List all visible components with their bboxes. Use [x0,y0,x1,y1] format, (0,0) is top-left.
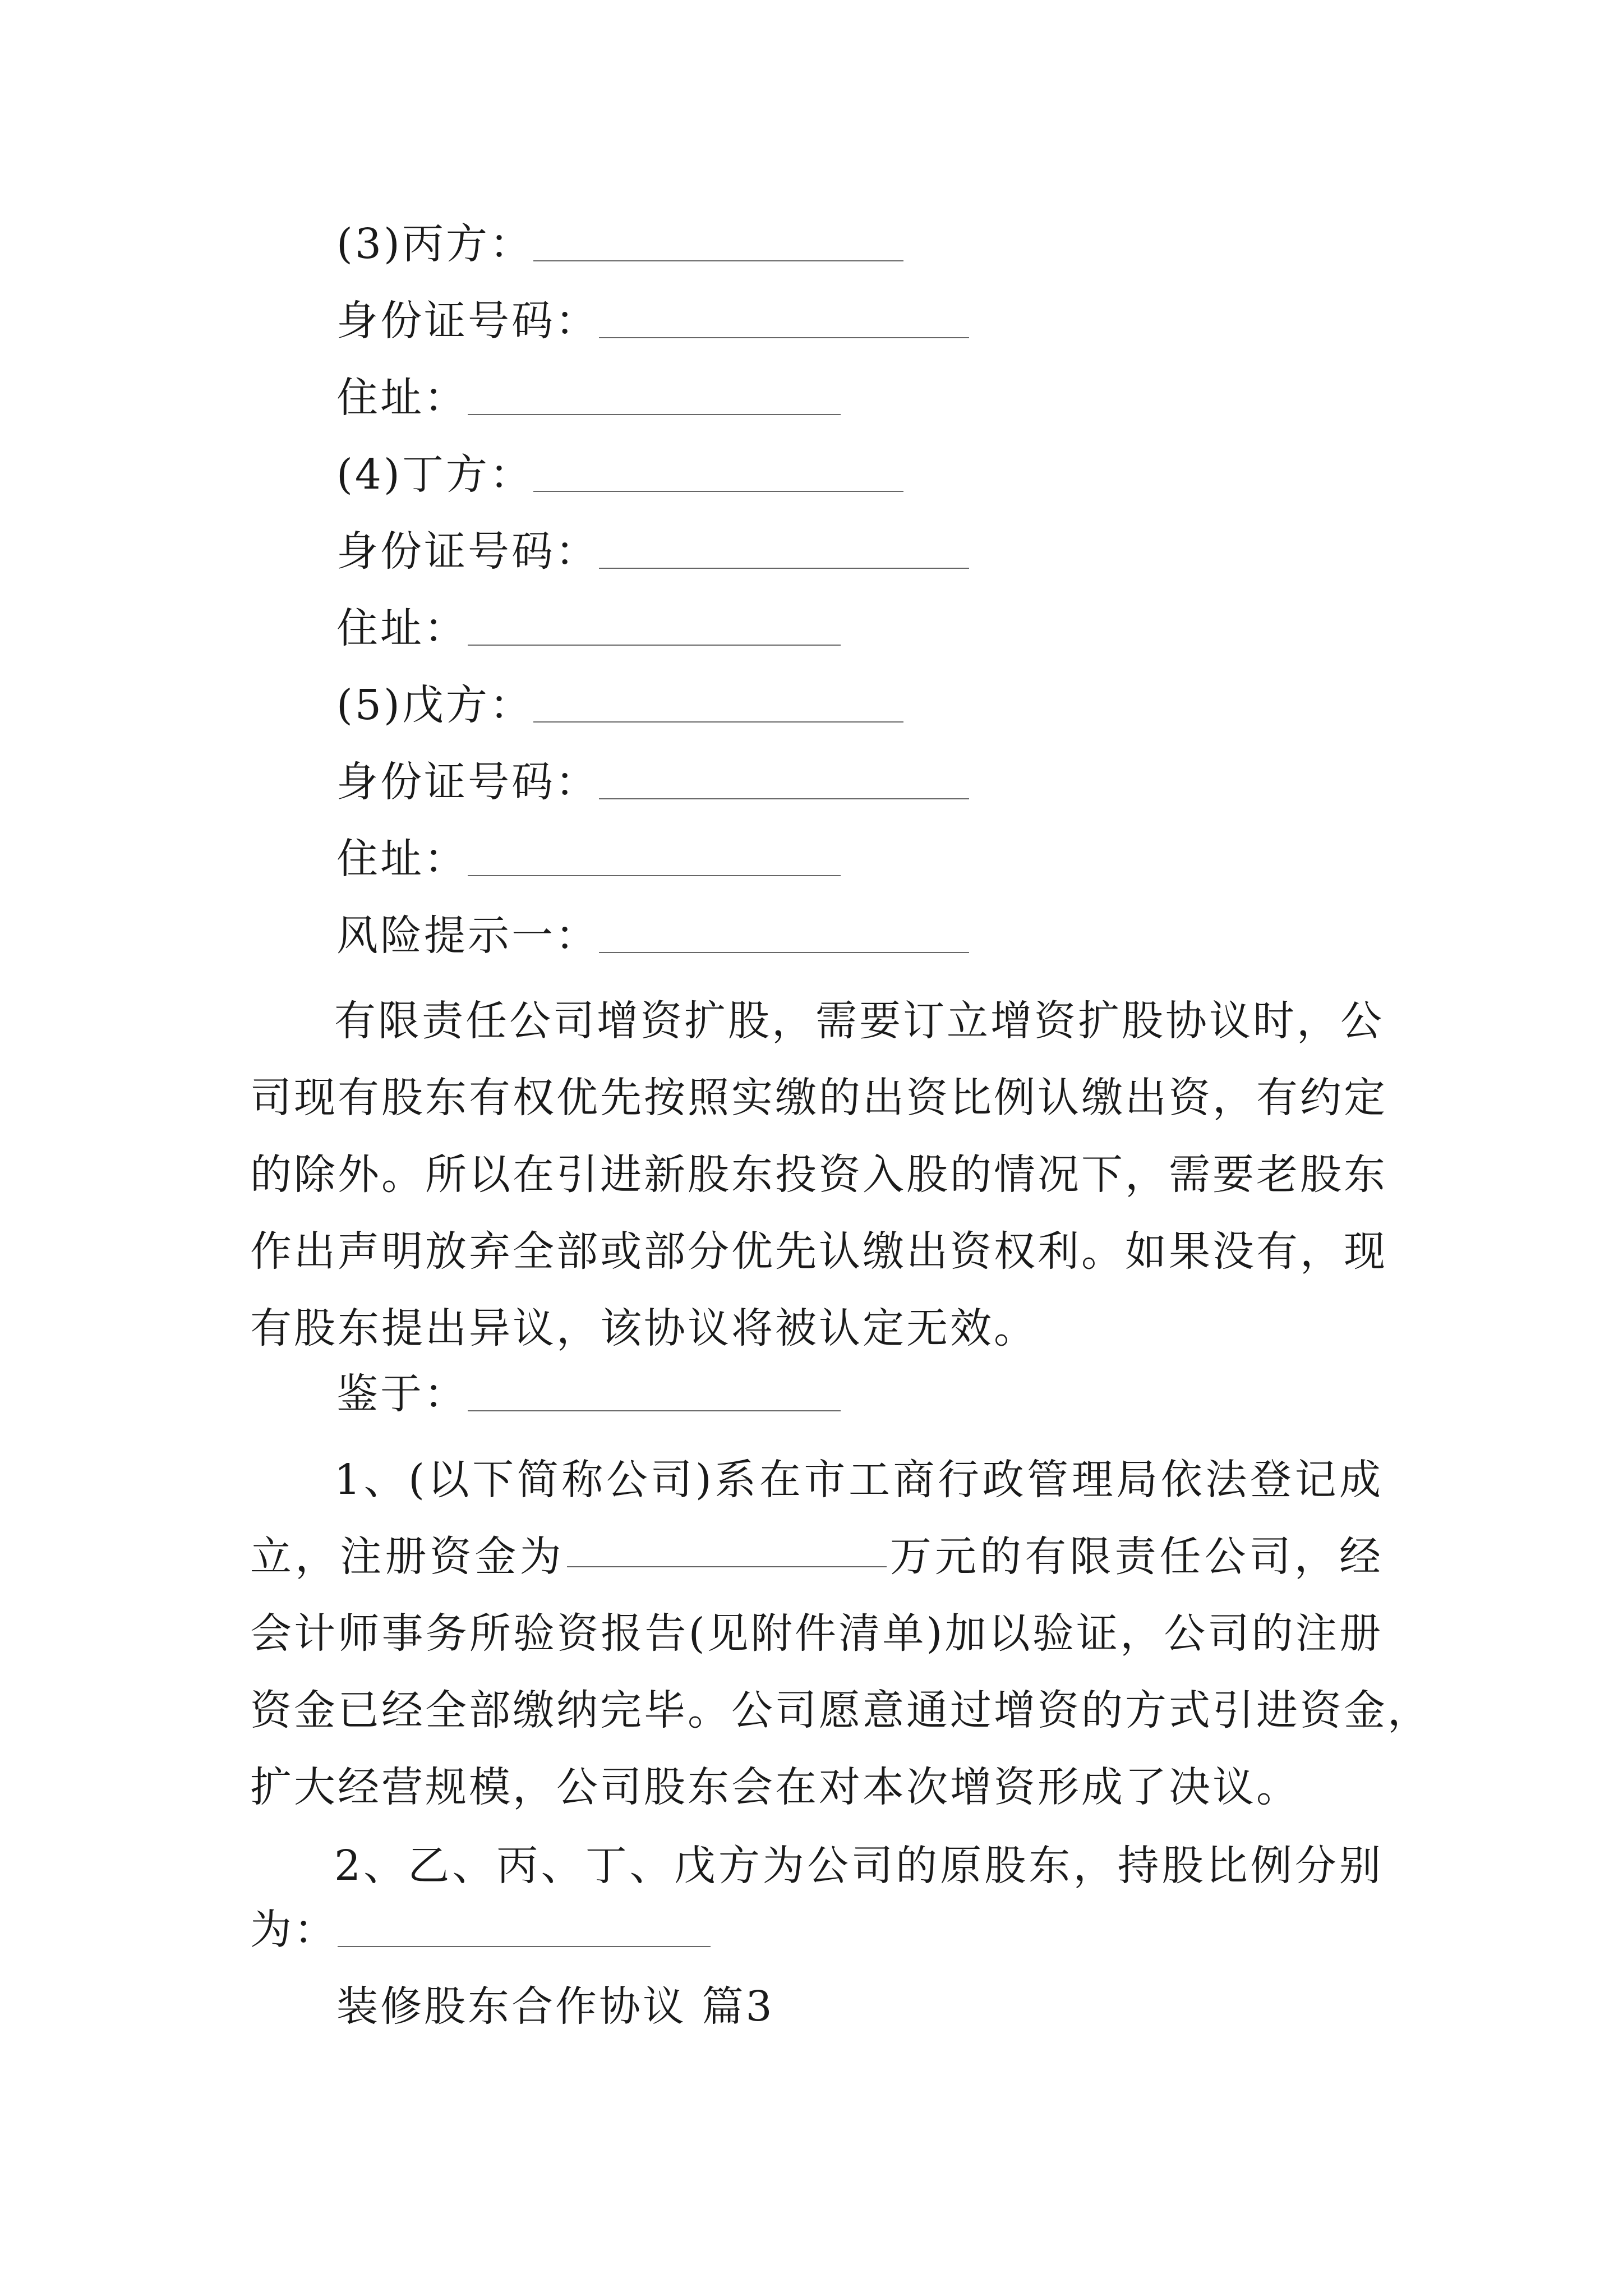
party-4-row [336,449,903,500]
party-3-address-label: 住址： [336,374,468,422]
party-3-id-label: 身份证号码： [336,297,599,345]
party-4-id-blank[interactable] [599,568,969,569]
whereas-label: 鉴于： [336,1370,468,1418]
clause-1-line-3: 会计师事务所验资报告(见附件清单)加以验证，公司的注册 [250,1609,1383,1658]
registered-capital-blank[interactable] [567,1566,887,1567]
party-4-label: (4)丁方： [336,450,533,499]
risk-paragraph-line-5: 有股东提出异议，该协议将被认定无效。 [250,1304,1038,1352]
party-4-address-label: 住址： [336,604,468,652]
shareholding-ratio-blank[interactable] [338,1946,711,1947]
clause-1-line-2 [250,1519,1383,1595]
party-4-id-label: 身份证号码： [336,527,599,576]
risk-paragraph-line-4: 作出声明放弃全部或部分优先认缴出资权利。如果没有，现 [250,1227,1387,1276]
whereas-blank[interactable] [468,1410,841,1411]
clause-1-line-4: 资金已经全部缴纳完毕。公司愿意通过增资的方式引进资金， [250,1686,1431,1734]
party-4-address-blank[interactable] [468,645,841,646]
party-3-id-blank[interactable] [599,337,969,338]
whereas-row [336,1369,841,1419]
clause-2-line-2-row [250,1904,711,1955]
party-5-address-row [336,834,841,884]
party-5-id-blank[interactable] [599,798,969,799]
section-heading: 装修股东合作协议 篇3 [336,1982,774,2031]
party-5-blank[interactable] [533,721,903,723]
risk-row [336,910,969,961]
risk-label: 风险提示一： [336,912,599,960]
party-5-id-label: 身份证号码： [336,758,599,806]
risk-paragraph [250,983,1387,1367]
party-3-label: (3)丙方： [336,220,533,268]
clause-1-line-1: 1、(以下简称公司)系在市工商行政管理局依法登记成 [334,1456,1383,1504]
clause-2-line-2: 为： [250,1906,338,1954]
party-5-row [336,680,903,730]
clause-1-line-2-before: 立，注册资金为 [250,1533,565,1581]
party-4-id-row [336,526,969,577]
risk-paragraph-line-2: 司现有股东有权优先按照实缴的出资比例认缴出资，有约定 [250,1074,1387,1122]
party-3-row [336,219,903,269]
party-5-address-label: 住址： [336,835,468,883]
party-3-address-blank[interactable] [468,414,841,415]
party-4-blank[interactable] [533,491,903,492]
party-3-id-row [336,296,969,346]
risk-paragraph-line-1: 有限责任公司增资扩股，需要订立增资扩股协议时，公 [334,997,1384,1045]
party-4-address-row [336,603,841,654]
risk-paragraph-line-3: 的除外。所以在引进新股东投资入股的情况下，需要老股东 [250,1151,1387,1199]
clause-1-line-5: 扩大经营规模，公司股东会在对本次增资形成了决议。 [250,1763,1300,1811]
party-3-address-row [336,372,841,423]
party-5-id-row [336,757,969,807]
clause-1-line-2-after: 万元的有限责任公司，经 [888,1533,1384,1581]
clause-1 [250,1442,1431,1826]
risk-blank[interactable] [599,952,969,953]
party-3-blank[interactable] [533,260,903,261]
clause-2 [250,1828,1383,1904]
clause-2-line-1: 2、乙、丙、丁、戊方为公司的原股东，持股比例分别 [334,1842,1383,1890]
party-5-label: (5)戊方： [336,681,533,729]
party-5-address-blank[interactable] [468,875,841,876]
